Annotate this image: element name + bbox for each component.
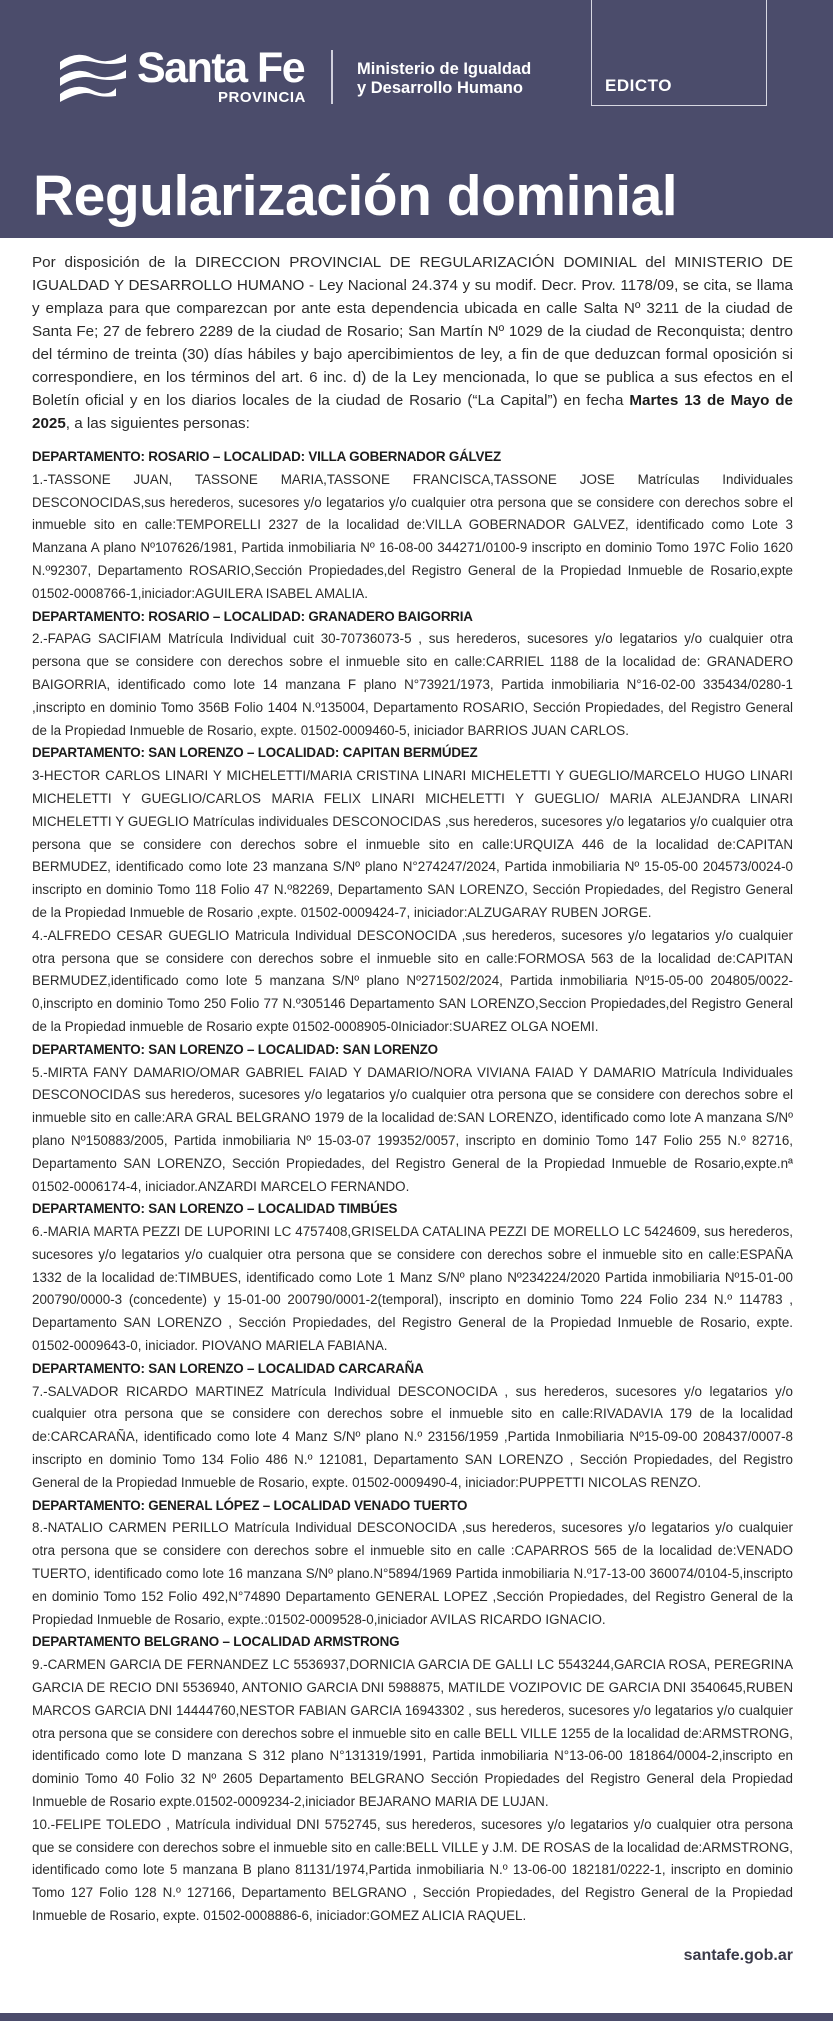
department-heading: DEPARTAMENTO: SAN LORENZO – LOCALIDAD: SAN LORENZO [32,1041,438,1057]
brand-province: PROVINCIA [218,89,306,106]
page-title: Regularización dominial [33,164,678,228]
edict-entry: 1.-TASSONE JUAN, TASSONE MARIA,TASSONE FRANCISCA,TASSONE JOSE Matrículas Individuales DESCONOCIDAS,sus herederos, sucesores y/o legatarios y/o cualquier otra persona que se considere con derechos sobre el inmueble sito en calle:TEMPORELLI 2327 de la localidad de:VILLA GOBERNADOR GALVEZ, identificado como Lote 3 Manzana A plano Nº107626/1981, Partida inmobiliaria Nº 16-08-00 344271/0100-9 inscripto en dominio Tomo 197C Folio 1620 N.º92307, Departamento ROSARIO,Sección Propiedades,del Registro General de la Propiedad Inmueble de Rosario,expte 01502-0008766-1,iniciador:AGUILERA ISABEL AMALIA. [32,471,793,601]
section-4 [32,1039,793,1199]
edict-body [32,251,793,1928]
edict-entry: 8.-NATALIO CARMEN PERILLO Matrícula Individual DESCONOCIDA ,sus herederos, sucesores y/o legatarios y/o cualquier otra persona que se considere con derechos sobre el inmueble sito en calle :CAPARROS 565 de la localidad de:VENADO TUERTO, identificado como lote 16 manzana S/Nº plano.N°5894/1969 Partida inmobiliaria N.º17-13-00 360074/0104-5,inscripto en dominio Tomo 152 Folio 492,N°74890 Departamento GENERAL LOPEZ ,Sección Propiedades, del Registro General de la Propiedad Inmueble de Rosario, expte.:01502-0009528-0,iniciador AVILAS RICARDO IGNACIO. [32,1520,793,1627]
intro-text: Por disposición de la DIRECCION PROVINCIAL DE REGULARIZACIÓN DOMINIAL del MINISTERIO DE IGUALDAD Y DESARROLLO HUMANO - Ley Nacional 24.374 y su modif. Decr. Prov. 1178/09, se cita, se llama y emplaza para que comparezcan por ante esta dependencia ubicada en calle Salta Nº 3211 de la ciudad de Santa Fe; 27 de febrero 2289 de la ciudad de Rosario; San Martín Nº 1029 de la ciudad de Reconquista; dentro del término de treinta (30) días hábiles y bajo apercibimientos de ley, a fin de que deduzcan formal oposición si correspondiere, en los términos del art. 6 inc. d) de la Ley mencionada, lo que se publica a sus efectos en el Boletín oficial y en los diarios locales de la ciudad de Rosario (“La Capital”) en fecha [32,254,793,409]
edicto-label: EDICTO [605,76,672,95]
edict-entry: 7.-SALVADOR RICARDO MARTINEZ Matrícula Individual DESCONOCIDA , sus herederos, sucesores y/o legatarios y/o cualquier otra persona que se considere con derechos sobre el inmueble sito en calle:RIVADAVIA 179 de la localidad de:CARCARAÑA, identificado como lote 4 Manz S/Nº plano N.º 23156/1959 ,Partida Inmobiliaria Nº15-09-00 208437/0007-8 inscripto en dominio Tomo 134 Folio 486 N.º 121081, Departamento SAN LORENZO , Sección Propiedades, del Registro General de la Propiedad Inmueble de Rosario, expte. 01502-0009490-4, iniciador:PUPPETTI NICOLAS RENZO. [32,1383,793,1490]
publication-date: Martes 13 de Mayo de 2025 [32,392,794,432]
department-heading: DEPARTAMENTO: SAN LORENZO – LOCALIDAD TIMBÚES [32,1201,398,1217]
section-1 [32,446,793,606]
ministry-line-2: y Desarrollo Humano [357,79,523,97]
section-5 [32,1198,793,1358]
section-2 [32,606,793,743]
edict-entry: 6.-MARIA MARTA PEZZI DE LUPORINI LC 4757408,GRISELDA CATALINA PEZZI DE MORELLO LC 5424609, sus herederos, sucesores y/o legatarios y/o cualquier otra persona que se considere con derechos sobre el inmueble sito en calle:ESPAÑA 1332 de la localidad de:TIMBUES, identificado como Lote 1 Manz S/Nº plano Nº234224/2020 Partida inmobiliaria Nº15-01-00 200790/0000-3 (concedente) y 15-01-00 200790/0001-2(temporal), inscripto en dominio Tomo 224 Folio 234 N.º 114783 , Departamento SAN LORENZO , Sección Propiedades, del Registro General de la Propiedad Inmueble de Rosario, expte. 01502-0009643-0, iniciador. PIOVANO MARIELA FABIANA. [32,1224,793,1354]
department-heading: DEPARTAMENTO: ROSARIO – LOCALIDAD: GRANADERO BAIGORRIA [32,608,473,624]
header-banner [0,0,833,238]
section-8 [32,1631,793,1927]
edict-entry: 5.-MIRTA FANY DAMARIO/OMAR GABRIEL FAIAD Y DAMARIO/NORA VIVIANA FAIAD Y DAMARIO Matrícula Individuales DESCONOCIDAS sus herederos, sucesores y/o legatarios y/o cualquier otra persona que se considere con derechos sobre el inmueble sito en calle:ARA GRAL BELGRANO 1979 de la localidad de:SAN LORENZO, identificado como lote A manzana S/Nº plano Nº150883/2005, Partida inmobiliaria Nº 15-03-07 199352/0057, inscripto en dominio Tomo 147 Folio 255 N.º 82716, Departamento SAN LORENZO, Sección Propiedades, del Registro General de la Propiedad Inmueble de Rosario,expte.nª 01502-0006174-4, iniciador.ANZARDI MARCELO FERNANDO. [32,1064,793,1194]
department-heading: DEPARTAMENTO BELGRANO – LOCALIDAD ARMSTRONG [32,1634,400,1650]
edict-entry: 3-HECTOR CARLOS LINARI Y MICHELETTI/MARIA CRISTINA LINARI MICHELETTI Y GUEGLIO/MARCELO HUGO LINARI MICHELETTI Y GUEGLIO/CARLOS MARIA FELIX LINARI MICHELETTI Y GUEGLIO/ MARIA ALEJANDRA LINARI MICHELETTI Y GUEGLIO Matrículas individuales DESCONOCIDAS ,sus herederos, sucesores y/o legatarios y/o cualquier otra persona que se considere con derechos sobre el inmueble sito en calle:URQUIZA 446 de la localidad de:CAPITAN BERMUDEZ, identificado como lote 23 manzana S/Nº plano N°274247/2024, Partida inmobiliaria Nº 15-05-00 204573/0024-0 inscripto en dominio Tomo 118 Folio 47 N.º82269, Departamento SAN LORENZO, Sección Propiedades, del Registro General de la Propiedad Inmueble de Rosario ,expte. 01502-0009424-7, iniciador:ALZUGARAY RUBEN JORGE. [32,768,793,920]
edict-entry: 2.-FAPAG SACIFIAM Matrícula Individual cuit 30-70736073-5 , sus herederos, sucesores y/o legatarios y/o cualquier otra persona que se considere con derechos sobre el inmueble sito en calle:CARRIEL 1188 de la localidad de: GRANADERO BAIGORRIA, identificado como lote 14 manzana F plano N°73921/1973, Partida inmobiliaria N°16-02-00 335434/0280-1 ,inscripto en dominio Tomo 356B Folio 1404 N.º135004, Departamento ROSARIO, Sección Propiedades, del Registro General de la Propiedad Inmueble de Rosario, expte. 01502-0009460-5, iniciador BARRIOS JUAN CARLOS. [32,631,793,738]
edict-entry: 9.-CARMEN GARCIA DE FERNANDEZ LC 5536937,DORNICIA GARCIA DE GALLI LC 5543244,GARCIA ROSA, PEREGRINA GARCIA DE RECIO DNI 5536940, ANTONIO GARCIA DNI 5988875, MATILDE VOZIPOVIC DE GARCIA DNI 3540645,RUBEN MARCOS GARCIA DNI 14444760,NESTOR FABIAN GARCIA 16943302 , sus herederos, sucesores y/o legatarios y/o cualquier otra persona que se considere con derechos sobre el inmueble sito en calle BELL VILLE 1255 de la localidad de:ARMSTRONG, identificado como lote D manzana S 312 plano N°131319/1991, Partida inmobiliaria N°13-06-00 181864/0004-2,inscripto en dominio Tomo 40 Folio 32 Nº 2605 Departamento BELGRANO Sección Propiedades del Registro General dela Propiedad Inmueble de Rosario expte.01502-0009234-2,iniciador BEJARANO MARIA DE LUJAN. [32,1657,793,1810]
section-6 [32,1358,793,1495]
footer-website-link[interactable]: santafe.gob.ar [683,1947,793,1964]
intro-tail: , a las siguientes personas: [65,415,250,432]
section-3 [32,742,793,1038]
brand-name: Santa Fe [137,44,305,92]
header-divider [331,50,333,104]
edict-entry: 10.-FELIPE TOLEDO , Matrícula individual DNI 5752745, sus herederos, sucesores y/o legatarios y/o cualquier otra persona que se considere con derechos sobre el inmueble sito en calle:BELL VILLE y J.M. DE ROSAS de la localidad de:ARMSTRONG, identificado como lote 5 manzana B plano 81131/1974,Partida inmobiliaria N.º 13-06-00 182181/0222-1, inscripto en dominio Tomo 127 Folio 128 N.º 127166, Departamento BELGRANO , Sección Propiedades, del Registro General de la Propiedad Inmueble de Rosario, expte. 01502-0008886-6, iniciador:GOMEZ ALICIA RAQUEL. [32,1816,793,1923]
bottom-bar [0,2013,833,2021]
department-heading: DEPARTAMENTO: ROSARIO – LOCALIDAD: VILLA GOBERNADOR GÁLVEZ [32,449,501,464]
ministry-line-1: Ministerio de Igualdad [357,60,532,78]
intro-paragraph [32,251,793,435]
department-heading: DEPARTAMENTO: GENERAL LÓPEZ – LOCALIDAD VENADO TUERTO [32,1497,468,1513]
santa-fe-logo-icon [58,48,128,104]
edict-entry: 4.-ALFREDO CESAR GUEGLIO Matricula Individual DESCONOCIDA ,sus herederos, sucesores y/o legatarios y/o cualquier otra persona que se considere con derechos sobre el inmueble sito en calle:FORMOSA 563 de la localidad de:CAPITAN BERMUDEZ,identificado como lote 5 manzana S/Nº plano Nº271502/2024, Partida inmobiliaria Nº15-05-00 204805/0022-0,inscripto en dominio Tomo 250 Folio 77 N.º305146 Departamento SAN LORENZO,Seccion Propiedades,del Registro General de la Propiedad inmueble de Rosario expte 01502-0008905-0Iniciador:SUAREZ OLGA NOEMI. [32,927,793,1034]
department-heading: DEPARTAMENTO: SAN LORENZO – LOCALIDAD CARCARAÑA [32,1360,424,1376]
department-heading: DEPARTAMENTO: SAN LORENZO – LOCALIDAD: CAPITAN BERMÚDEZ [32,745,478,761]
section-7 [32,1495,793,1632]
ministry-name [357,60,531,98]
